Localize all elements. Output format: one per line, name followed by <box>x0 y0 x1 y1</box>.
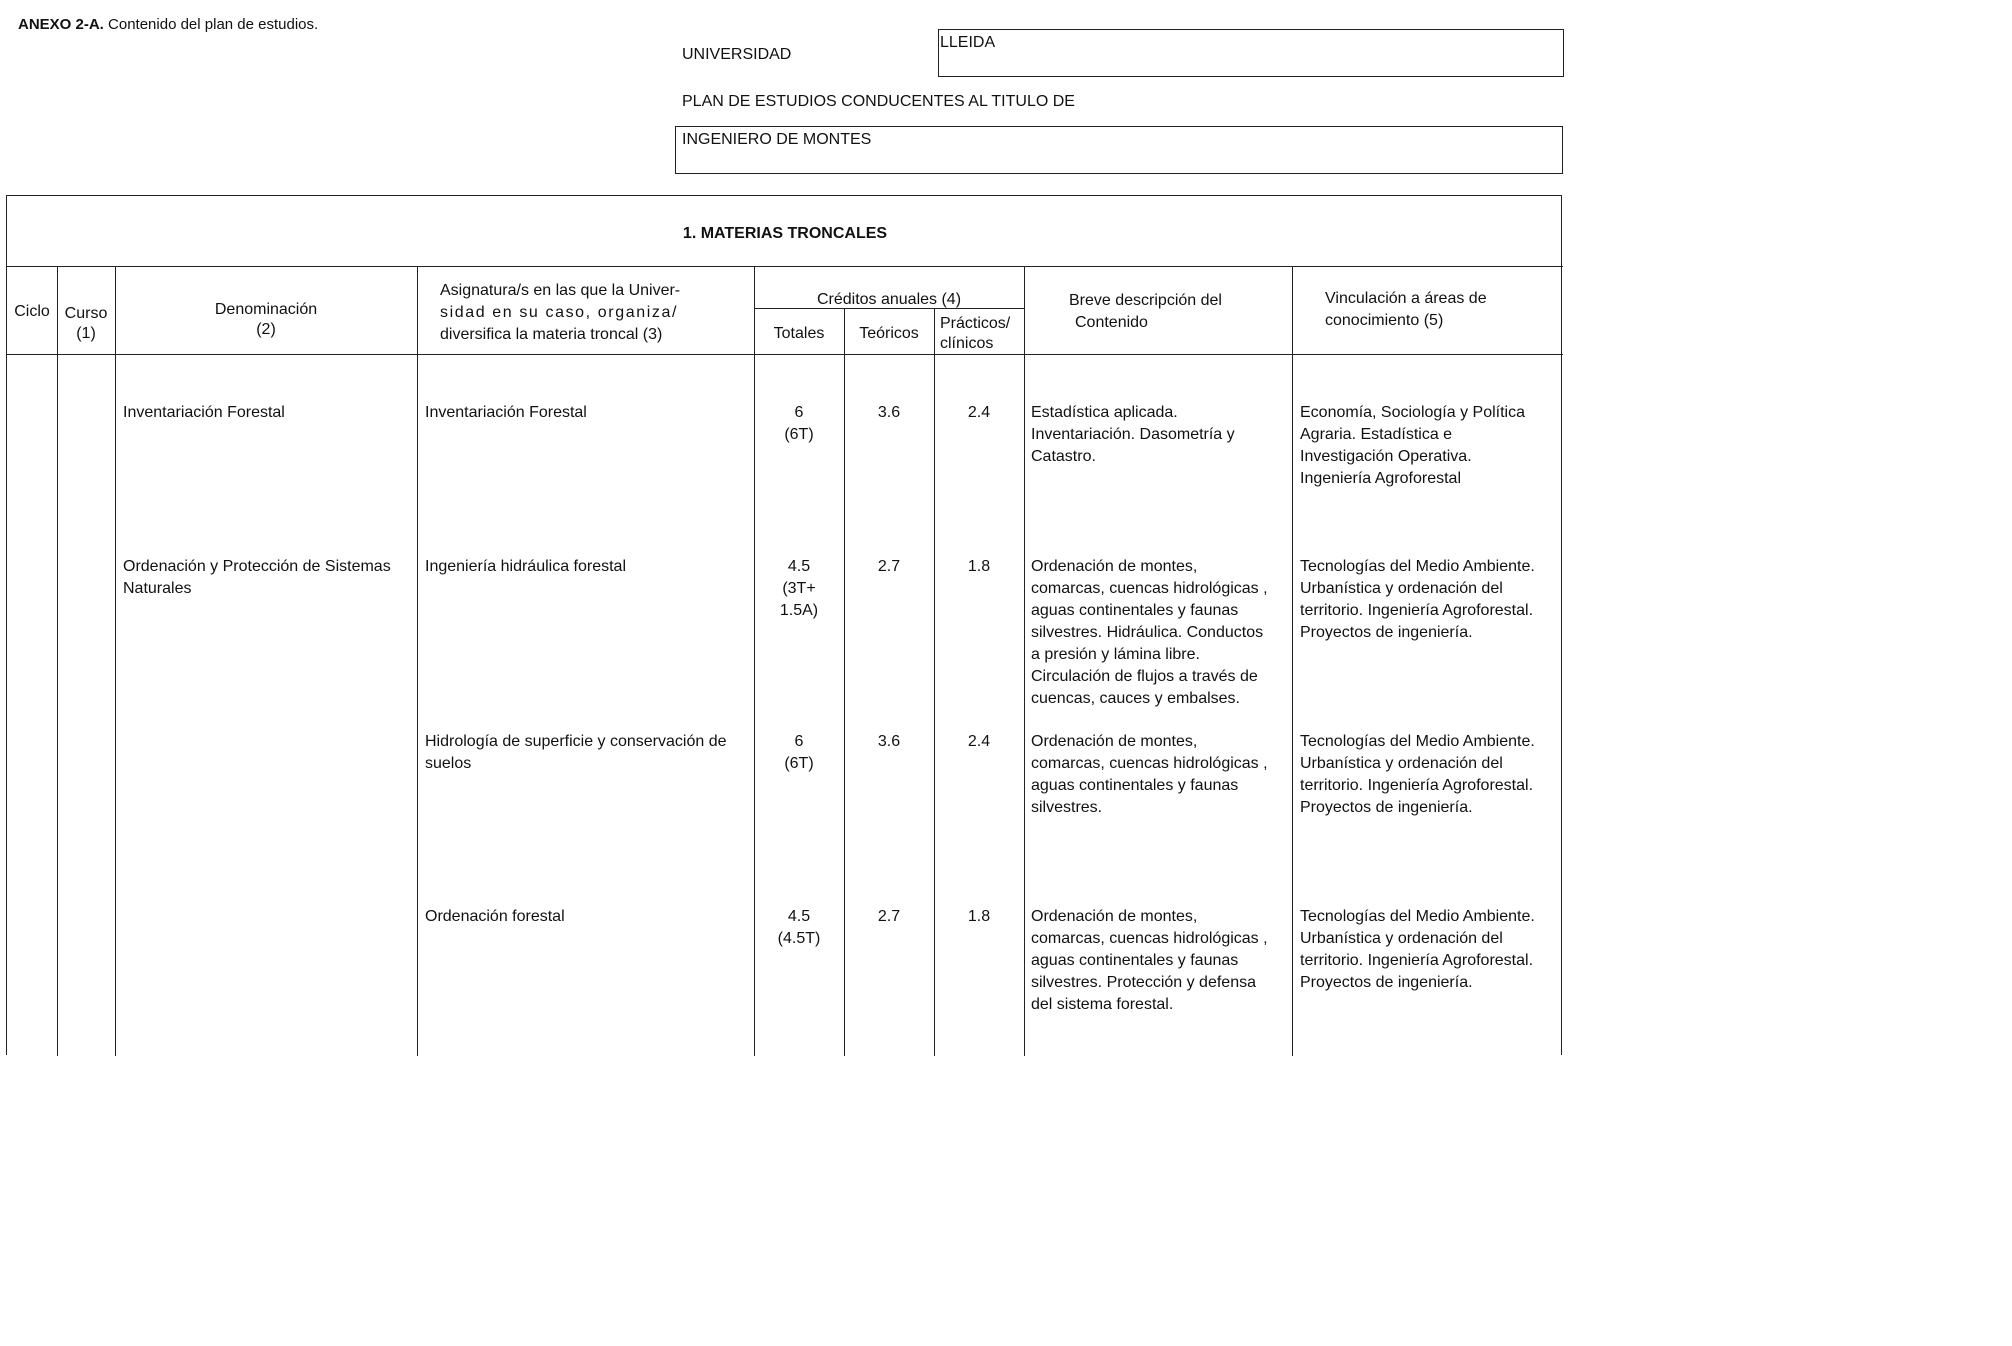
header-totales: Totales <box>773 325 825 342</box>
row3-descripcion-line3: aguas continentales y faunas <box>1031 777 1239 794</box>
row4-descripcion-line5: del sistema forestal. <box>1031 996 1174 1013</box>
col-divider-2 <box>115 266 116 1056</box>
header-denominacion <box>115 300 417 340</box>
header-practicos <box>937 314 1027 354</box>
annex-text: Contenido del plan de estudios. <box>103 16 319 33</box>
row3-vinculacion-line4: Proyectos de ingeniería. <box>1300 799 1473 816</box>
col-divider-1 <box>57 266 58 1056</box>
row4-vinculacion-line4: Proyectos de ingeniería. <box>1300 974 1473 991</box>
row1-totales-line2: (6T) <box>784 426 814 443</box>
row1-descripcion <box>1031 402 1289 468</box>
row1-descripcion-line3: Catastro. <box>1031 448 1096 465</box>
row2-descripcion-line6: Circulación de flujos a través de <box>1031 668 1258 685</box>
row3-vinculacion-line3: territorio. Ingeniería Agroforestal. <box>1300 777 1534 794</box>
row1-asignatura-line1: Inventariación Forestal <box>425 404 587 421</box>
row1-totales-line1: 6 <box>794 404 804 421</box>
row3-asignatura-line2: suelos <box>425 755 472 772</box>
row4-totales <box>754 906 844 950</box>
header-descripcion <box>1069 290 1289 334</box>
row4-totales-line2: (4.5T) <box>777 930 821 947</box>
col-divider-3 <box>417 266 418 1056</box>
degree-value: INGENIERO DE MONTES <box>682 131 872 148</box>
row3-totales-line1: 6 <box>794 733 804 750</box>
row2-asignatura-line1: Ingeniería hidráulica forestal <box>425 558 627 575</box>
plan-label: PLAN DE ESTUDIOS CONDUCENTES AL TITULO DE <box>682 93 1075 110</box>
header-ciclo: Ciclo <box>14 303 50 320</box>
header-curso-line2: (1) <box>76 325 96 342</box>
header-asignaturas <box>440 280 750 346</box>
header-teoricos: Teóricos <box>859 325 919 342</box>
university-value: LLEIDA <box>940 34 996 51</box>
row1-vinculacion-line3: Investigación Operativa. <box>1300 448 1472 465</box>
row2-totales <box>754 556 844 622</box>
row4-vinculacion-line2: Urbanística y ordenación del <box>1300 930 1503 947</box>
annex-heading <box>18 16 318 33</box>
header-denominacion-line1: Denominación <box>214 301 318 318</box>
row2-vinculacion-line4: Proyectos de ingeniería. <box>1300 624 1473 641</box>
row2-vinculacion <box>1300 556 1562 644</box>
header-practicos-line1: Prácticos/ <box>940 315 1011 332</box>
header-vinculacion-line1: Vinculación a áreas de <box>1325 290 1487 307</box>
row3-descripcion-line1: Ordenación de montes, <box>1031 733 1198 750</box>
row4-totales-line1: 4.5 <box>787 908 811 925</box>
row3-asignatura-line1: Hidrología de superficie y conservación de <box>425 733 727 750</box>
row3-teoricos: 3.6 <box>877 733 901 750</box>
header-denominacion-line2: (2) <box>256 321 276 338</box>
header-asignaturas-line1: Asignatura/s en las que la Univer- <box>440 282 681 299</box>
header-curso <box>57 304 115 344</box>
row2-descripcion-line2: comarcas, cuencas hidrológicas , <box>1031 580 1268 597</box>
row2-asignatura <box>425 556 750 578</box>
row2-descripcion-line5: a presión y lámina libre. <box>1031 646 1200 663</box>
row4-descripcion-line4: silvestres. Protección y defensa <box>1031 974 1256 991</box>
col-divider-7 <box>1024 266 1025 1056</box>
table-title: 1. MATERIAS TRONCALES <box>682 225 888 242</box>
header-asignaturas-line2: sidad en su caso, organiza/ <box>440 304 678 321</box>
header-divider <box>7 354 1563 355</box>
row2-descripcion-line4: silvestres. Hidráulica. Conductos <box>1031 624 1264 641</box>
row1-denominacion <box>123 402 413 424</box>
row1-vinculacion-line2: Agraria. Estadística e <box>1300 426 1453 443</box>
university-field <box>938 29 1564 77</box>
row4-vinculacion <box>1300 906 1562 994</box>
row3-totales-line2: (6T) <box>784 755 814 772</box>
row3-descripcion-line4: silvestres. <box>1031 799 1103 816</box>
row2-denominacion <box>123 556 417 600</box>
row2-totales-line2: (3T+ <box>782 580 816 597</box>
row4-practicos: 1.8 <box>967 908 991 925</box>
row4-descripcion-line3: aguas continentales y faunas <box>1031 952 1239 969</box>
header-descripcion-line2: Contenido <box>1075 314 1148 331</box>
row4-descripcion <box>1031 906 1289 1016</box>
row2-descripcion-line1: Ordenación de montes, <box>1031 558 1198 575</box>
row3-descripcion <box>1031 731 1289 819</box>
row3-practicos: 2.4 <box>967 733 991 750</box>
row1-vinculacion <box>1300 402 1560 490</box>
row2-denominacion-line1: Ordenación y Protección de Sistemas <box>123 558 391 575</box>
col-divider-8 <box>1292 266 1293 1056</box>
row1-vinculacion-line1: Economía, Sociología y Política <box>1300 404 1526 421</box>
row2-totales-line3: 1.5A) <box>779 602 819 619</box>
row2-descripcion-line3: aguas continentales y faunas <box>1031 602 1239 619</box>
row4-teoricos: 2.7 <box>877 908 901 925</box>
row2-vinculacion-line3: territorio. Ingeniería Agroforestal. <box>1300 602 1534 619</box>
row1-descripcion-line1: Estadística aplicada. <box>1031 404 1178 421</box>
row4-vinculacion-line3: territorio. Ingeniería Agroforestal. <box>1300 952 1534 969</box>
header-vinculacion <box>1325 288 1555 332</box>
row2-descripcion-line7: cuencas, cauces y embalses. <box>1031 690 1240 707</box>
row4-descripcion-line2: comarcas, cuencas hidrológicas , <box>1031 930 1268 947</box>
row2-vinculacion-line1: Tecnologías del Medio Ambiente. <box>1300 558 1535 575</box>
row4-asignatura <box>425 906 750 928</box>
row3-vinculacion <box>1300 731 1562 819</box>
header-descripcion-line1: Breve descripción del <box>1069 292 1222 309</box>
row1-vinculacion-line4: Ingeniería Agroforestal <box>1300 470 1461 487</box>
row2-totales-line1: 4.5 <box>787 558 811 575</box>
row4-asignatura-line1: Ordenación forestal <box>425 908 565 925</box>
row2-denominacion-line2: Naturales <box>123 580 192 597</box>
header-curso-line1: Curso <box>64 305 108 322</box>
row4-descripcion-line1: Ordenación de montes, <box>1031 908 1198 925</box>
row1-descripcion-line2: Inventariación. Dasometría y <box>1031 426 1235 443</box>
row2-teoricos: 2.7 <box>877 558 901 575</box>
materias-troncales-table <box>6 195 1562 1055</box>
degree-field <box>675 126 1563 174</box>
row3-descripcion-line2: comarcas, cuencas hidrológicas , <box>1031 755 1268 772</box>
row4-vinculacion-line1: Tecnologías del Medio Ambiente. <box>1300 908 1535 925</box>
row1-practicos: 2.4 <box>967 404 991 421</box>
row1-denominacion-line1: Inventariación Forestal <box>123 404 285 421</box>
row1-teoricos: 3.6 <box>877 404 901 421</box>
row1-totales <box>754 402 844 446</box>
header-asignaturas-line3: diversifica la materia troncal (3) <box>440 326 663 343</box>
row3-asignatura <box>425 731 752 775</box>
row3-totales <box>754 731 844 775</box>
row2-descripcion <box>1031 556 1289 710</box>
header-practicos-line2: clínicos <box>940 335 994 352</box>
row3-vinculacion-line2: Urbanística y ordenación del <box>1300 755 1503 772</box>
header-vinculacion-line2: conocimiento (5) <box>1325 312 1444 329</box>
row2-vinculacion-line2: Urbanística y ordenación del <box>1300 580 1503 597</box>
annex-label: ANEXO 2-A. <box>18 16 104 33</box>
row1-asignatura <box>425 402 750 424</box>
university-label: UNIVERSIDAD <box>682 46 792 63</box>
row3-vinculacion-line1: Tecnologías del Medio Ambiente. <box>1300 733 1535 750</box>
title-divider <box>7 266 1563 267</box>
row2-practicos: 1.8 <box>967 558 991 575</box>
header-creditos: Créditos anuales (4) <box>816 291 962 308</box>
